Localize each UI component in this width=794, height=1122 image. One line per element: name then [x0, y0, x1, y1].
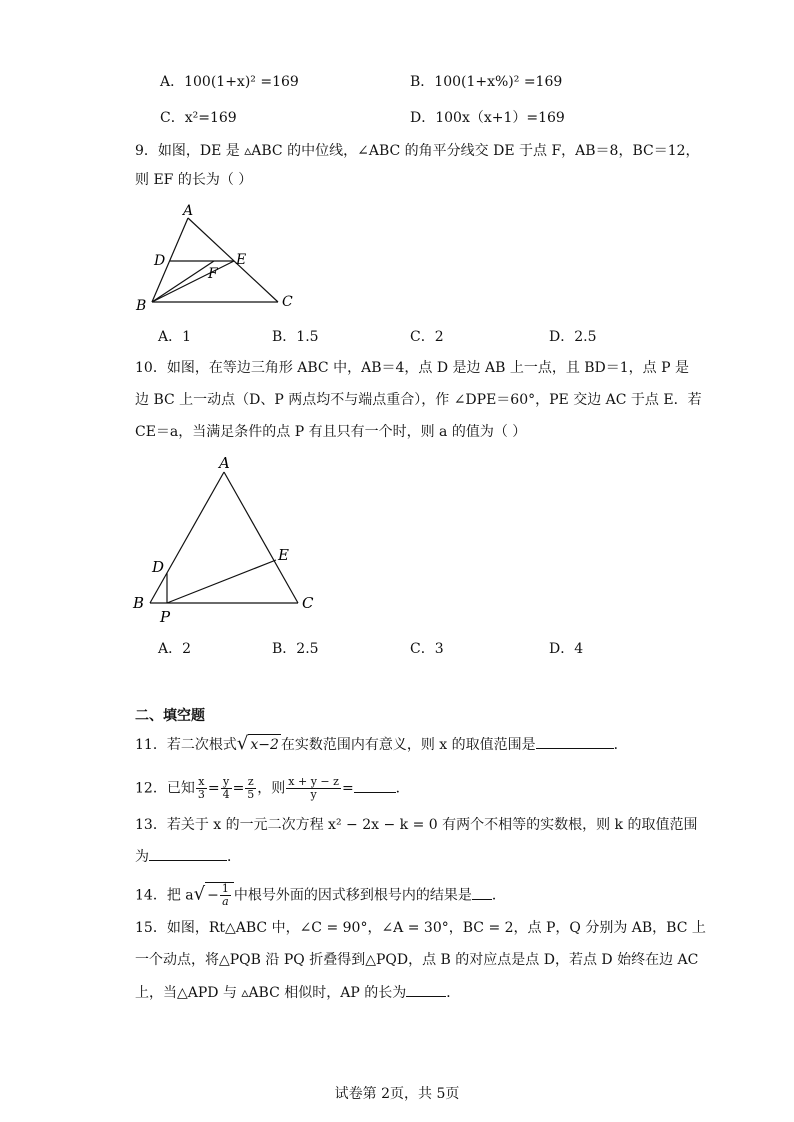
radical-sign-icon: √ [236, 733, 249, 754]
q12-answer-blank[interactable] [354, 778, 396, 793]
q9-stem-line2: 则 EF 的长为（ ） [135, 172, 253, 188]
q14-radicand [205, 882, 234, 908]
q11-end: ． [613, 737, 628, 753]
q12-f4-num: x + y − z [288, 775, 339, 788]
q11-answer-blank[interactable] [536, 734, 614, 749]
q15-stem-line2: 一个动点，将△PQB 沿 PQ 折叠得到△PQD，点 B 的对应点是点 D，若点 D 始终在边 AC [135, 952, 699, 968]
q10-label-b: B [133, 594, 145, 612]
q12-fraction-x3 [196, 776, 207, 801]
q13-stem-line2 [135, 846, 241, 867]
q10-side-ab [150, 472, 224, 603]
q14-fraction [220, 883, 231, 908]
q13-line2-pre: 为 [135, 849, 149, 865]
q9-figure [130, 200, 310, 315]
q14-stem [135, 882, 506, 908]
page-footer: 试卷第 2页，共 5页 [334, 1086, 460, 1102]
q9-side-ac [188, 218, 278, 302]
q9-label-e: E [236, 252, 247, 268]
q14-post: 中根号外面的因式移到根号内的结果是 [233, 887, 472, 904]
q10-option-c: C．3 [410, 641, 444, 657]
q13-answer-blank[interactable] [149, 846, 227, 861]
q10-label-a: A [219, 454, 230, 472]
q12-f1-num: x [196, 776, 207, 789]
q9-option-b: B．1.5 [272, 329, 319, 345]
q11-post: 在实数范围内有意义，则 x 的取值范围是 [280, 737, 536, 753]
q8-option-a: A．100(1+x)² =169 [160, 74, 299, 90]
q12-pre: 12．已知 [135, 780, 195, 797]
q14-minus: − [207, 887, 219, 904]
q12-f2-den: 4 [222, 788, 230, 801]
q12-fraction-expr [286, 776, 341, 801]
q10-figure [130, 450, 330, 630]
q11-radicand: x−2 [248, 734, 281, 755]
q12-stem [135, 776, 410, 801]
q12-eq2: = [232, 780, 245, 797]
radical-sign-icon: √ [193, 883, 206, 905]
q9-label-f: F [208, 266, 218, 282]
q10-stem-line1: 10．如图，在等边三角形 ABC 中，AB＝4，点 D 是边 AB 上一点，且 BD＝1，点 P 是 [135, 360, 690, 376]
q9-option-a: A．1 [158, 329, 192, 345]
q9-label-b: B [136, 298, 147, 314]
q15-answer-blank[interactable] [406, 982, 446, 997]
q12-eq3: = [341, 780, 354, 797]
section-title-fill-in: 二、填空题 [135, 708, 205, 724]
q8-option-d: D．100x（x+1）=169 [410, 110, 565, 126]
q14-den: a [222, 895, 229, 908]
q9-stem-line1: 9．如图，DE 是 ▵ABC 的中位线，∠ABC 的角平分线交 DE 于点 F，AB＝8，BC＝12， [135, 143, 700, 159]
q9-label-c: C [282, 294, 293, 310]
q10-stem-line3: CE＝a，当满足条件的点 P 有且只有一个时，则 a 的值为（ ） [135, 424, 527, 440]
q9-option-c: C．2 [410, 329, 444, 345]
q10-label-d: D [152, 558, 165, 576]
q15-line3-pre: 上，当△APD 与 ▵ABC 相似时，AP 的长为 [135, 985, 407, 1001]
q11-stem [135, 734, 628, 755]
q9-label-a: A [183, 203, 194, 219]
q12-eq1: = [207, 780, 220, 797]
q10-option-d: D．4 [549, 641, 584, 657]
q13-end: ． [227, 849, 241, 865]
q12-f3-den: 5 [247, 788, 255, 801]
q12-f4-den: y [310, 788, 317, 801]
q12-f2-num: y [221, 776, 232, 789]
q10-option-a: A．2 [158, 641, 192, 657]
q12-fraction-z5 [245, 776, 256, 801]
q9-label-d: D [154, 253, 166, 269]
q14-num: 1 [221, 882, 229, 895]
q10-label-c: C [302, 594, 314, 612]
q10-label-e: E [278, 546, 289, 564]
q9-option-d: D．2.5 [549, 329, 597, 345]
q14-end: ． [491, 887, 506, 904]
q15-stem-line1: 15．如图，Rt△ABC 中，∠C = 90°，∠A = 30°，BC = 2，点 P，Q 分别为 AB，BC 上 [135, 920, 706, 936]
q11-pre: 11．若二次根式 [135, 737, 237, 753]
q8-option-c: C．x²=169 [160, 110, 237, 126]
q13-stem-line1: 13．若关于 x 的一元二次方程 x² − 2x − k = 0 有两个不相等的实数根，则 k 的取值范围 [135, 817, 698, 833]
q10-label-p: P [160, 608, 171, 626]
q10-side-ac [224, 472, 298, 603]
q14-pre: 14．把 a [135, 887, 194, 904]
q10-option-b: B．2.5 [272, 641, 319, 657]
q12-fraction-y4 [221, 776, 232, 801]
q10-stem-line2: 边 BC 上一动点（D、P 两点均不与端点重合），作 ∠DPE＝60°，PE 交边 AC 于点 E．若 [135, 392, 702, 408]
q12-f1-den: 3 [197, 788, 205, 801]
q8-option-b: B．100(1+x%)² =169 [410, 74, 563, 90]
q15-end: ． [446, 985, 461, 1001]
q12-f3-num: z [245, 776, 256, 789]
q14-answer-blank[interactable] [472, 885, 492, 900]
q12-mid: ，则 [257, 780, 286, 797]
q12-end: ． [395, 780, 410, 797]
q10-segment-pe [167, 560, 276, 603]
q15-stem-line3 [135, 982, 460, 1003]
